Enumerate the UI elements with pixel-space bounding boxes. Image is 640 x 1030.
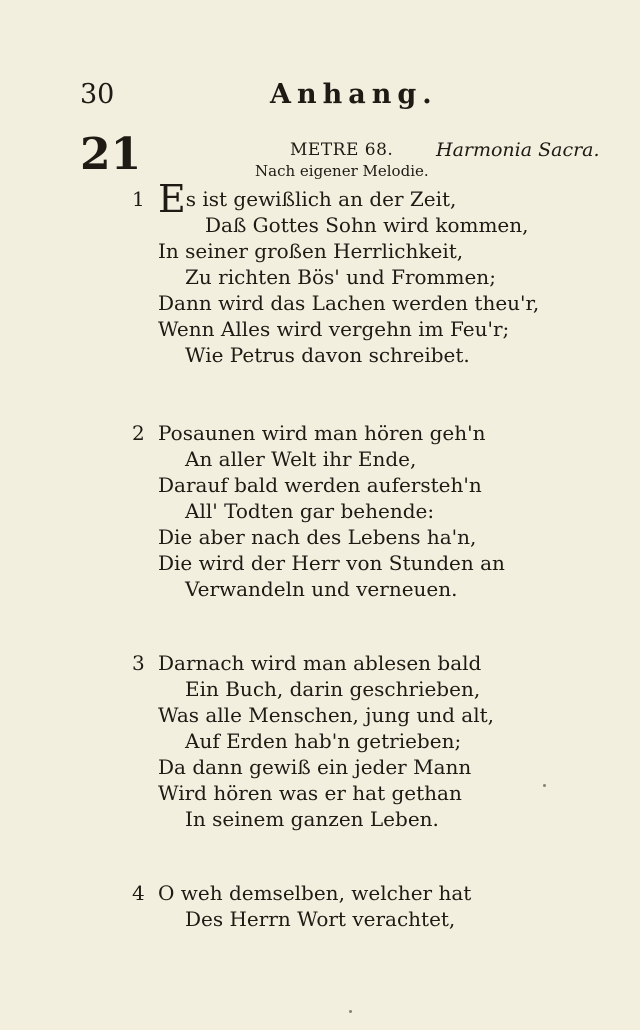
verse-line: Wird hören was er hat gethan [158,781,462,805]
stanza-number: 1 [132,187,145,211]
verse-line: Daß Gottes Sohn wird kommen, [205,213,529,237]
verse-line: Die wird der Herr von Stunden an [158,551,505,575]
verse-line: Darauf bald werden aufersteh'n [158,473,482,497]
paper-speck [349,1010,352,1013]
verse-line-text: s ist gewißlich an der Zeit, [185,187,457,211]
verse-line: Des Herrn Wort verachtet, [185,907,456,931]
verse-line: Auf Erden hab'n getrieben; [185,729,462,753]
verse-line: Zu richten Bös' und Frommen; [185,265,496,289]
verse-line: Die aber nach des Lebens ha'n, [158,525,477,549]
metre-label: METRE 68. [290,140,394,160]
verse-line: Verwandeln und verneuen. [185,577,458,601]
verse-line: Ein Buch, darin geschrieben, [185,677,481,701]
verse-line: Wie Petrus davon schreibet. [185,343,470,367]
paper-speck [543,784,546,787]
stanza-number: 3 [132,651,145,675]
verse-line: O weh demselben, welcher hat [158,881,472,905]
dropcap-letter: E [158,177,186,221]
hymn-number: 21 [80,129,142,180]
verse-line: Posaunen wird man hören geh'n [158,421,486,445]
stanza-number: 2 [132,421,145,445]
verse-line: In seinem ganzen Leben. [185,807,439,831]
verse-line: An aller Welt ihr Ende, [185,447,417,471]
verse-line: Darnach wird man ablesen bald [158,651,482,675]
verse-line: Was alle Menschen, jung und alt, [158,703,495,727]
page-number: 30 [80,79,115,110]
tune-source: Harmonia Sacra. [436,139,600,161]
melody-note: Nach eigener Melodie. [255,162,429,180]
verse-line: In seiner großen Herrlichkeit, [158,239,464,263]
stanza-number: 4 [132,881,145,905]
verse-line: Da dann gewiß ein jeder Mann [158,755,472,779]
verse-line: All' Todten gar behende: [185,499,435,523]
verse-line: Wenn Alles wird vergehn im Feu'r; [158,317,510,341]
running-head: Anhang. [270,79,438,110]
verse-line: Dann wird das Lachen werden theu'r, [158,291,540,315]
verse-line [158,177,457,221]
